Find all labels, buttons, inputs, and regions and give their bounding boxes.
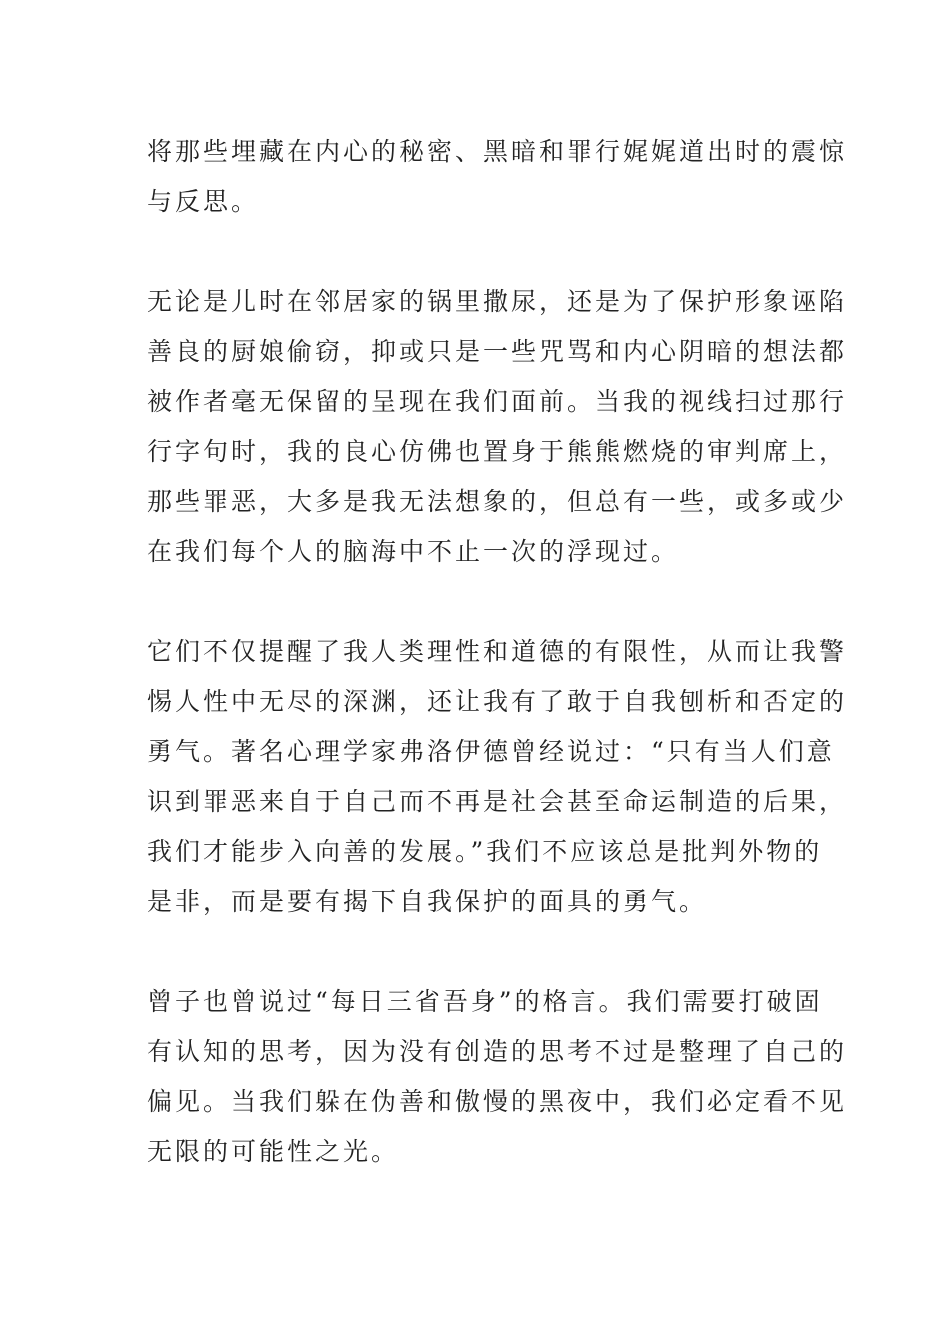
text-line: 我们才能步入向善的发展。”我们不应该总是批判外物的	[147, 837, 823, 866]
text-line: 将那些埋藏在内心的秘密、黑暗和罪行娓娓道出时的震惊	[147, 137, 848, 166]
text-line: 那些罪恶，大多是我无法想象的，但总有一些，或多或少	[147, 487, 848, 516]
text-line: 无限的可能性之光。	[147, 1137, 400, 1166]
paragraph-1	[147, 127, 848, 227]
text-line: 无论是儿时在邻居家的锅里撒尿，还是为了保护形象诬陷	[147, 287, 848, 316]
text-line: 勇气。著名心理学家弗洛伊德曾经说过：“只有当人们意	[147, 737, 835, 766]
paragraph-spacer	[147, 577, 807, 627]
text-line: 它们不仅提醒了我人类理性和道德的有限性，从而让我警	[147, 637, 848, 666]
text-line: 在我们每个人的脑海中不止一次的浮现过。	[147, 537, 680, 566]
paragraph-spacer	[147, 227, 807, 277]
document-body	[147, 127, 848, 1177]
text-line: 惕人性中无尽的深渊，还让我有了敢于自我刨析和否定的	[147, 687, 848, 716]
text-line: 识到罪恶来自于自己而不再是社会甚至命运制造的后果，	[147, 787, 848, 816]
paragraph-4	[147, 977, 848, 1177]
text-line: 被作者毫无保留的呈现在我们面前。当我的视线扫过那行	[147, 387, 848, 416]
text-line: 与反思。	[147, 187, 260, 216]
text-line: 曾子也曾说过“每日三省吾身”的格言。我们需要打破固	[147, 987, 823, 1016]
text-line: 行字句时，我的良心仿佛也置身于熊熊燃烧的审判席上，	[147, 437, 848, 466]
text-line: 有认知的思考，因为没有创造的思考不过是整理了自己的	[147, 1037, 848, 1066]
text-line: 偏见。当我们躲在伪善和傲慢的黑夜中，我们必定看不见	[147, 1087, 848, 1116]
text-line: 是非，而是要有揭下自我保护的面具的勇气。	[147, 887, 708, 916]
paragraph-2	[147, 277, 848, 577]
paragraph-3	[147, 627, 848, 927]
text-line: 善良的厨娘偷窃，抑或只是一些咒骂和内心阴暗的想法都	[147, 337, 848, 366]
paragraph-spacer	[147, 927, 807, 977]
